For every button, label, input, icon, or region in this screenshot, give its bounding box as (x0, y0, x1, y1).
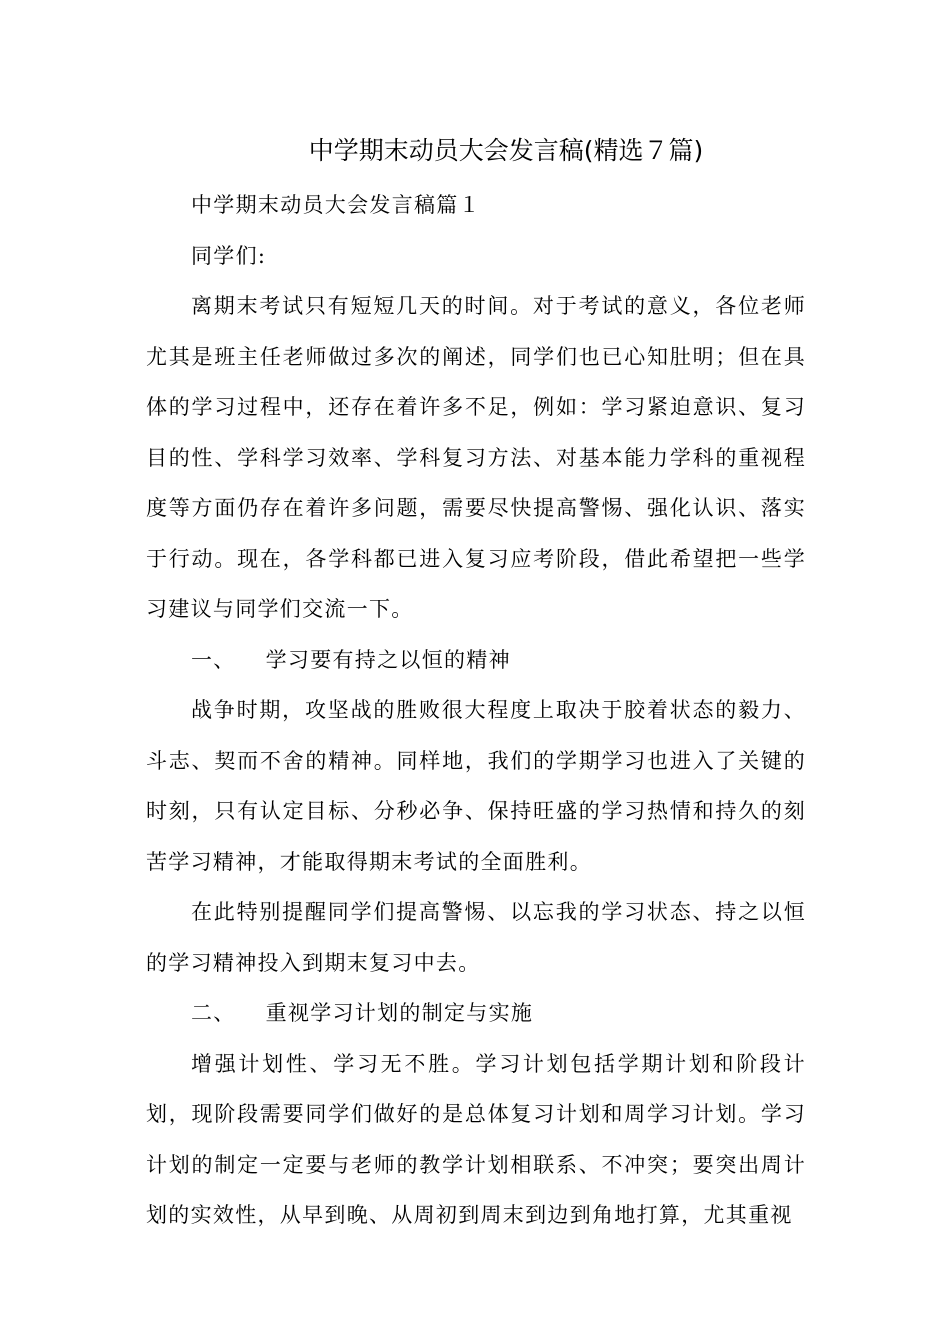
heading-2 (146, 988, 806, 1039)
paragraph-3: 在此特别提醒同学们提高警惕、以忘我的学习状态、持之以恒的学习精神投入到期末复习中去。 (146, 900, 806, 975)
document-title: 中学期末动员大会发言稿(精选７篇) (308, 136, 704, 165)
heading-1-number: 一、 (191, 647, 236, 672)
heading-2-number: 二、 (191, 1001, 236, 1025)
paragraph-2: 战争时期，攻坚战的胜败很大程度上取决于胶着状态的毅力、斗志、契而不舍的精神。同样地，我们的学期学习也进入了关键的时刻，只有认定目标、分秒必争、保持旺盛的学习热情和持久的刻苦学习精神，才能取得期末考试的全面胜利。 (146, 698, 806, 874)
greeting: 同学们: (191, 243, 267, 268)
heading-1-text: 学习要有持之以恒的精神 (265, 647, 511, 672)
paragraph-4: 增强计划性、学习无不胜。学习计划包括学期计划和阶段计划，现阶段需要同学们做好的是总体复习计划和周学习计划。学习计划的制定一定要与老师的教学计划相联系、不冲突；要突出周计划的实效性，从早到晚、从周初到周末到边到角地打算，尤其重视 (146, 1051, 806, 1227)
heading-2-text: 重视学习计划的制定与实施 (265, 1001, 534, 1025)
heading-1 (146, 635, 806, 686)
section-title: 中学期末动员大会发言稿篇１ (191, 193, 481, 217)
document-body (146, 180, 806, 1241)
paragraph-1: 离期末考试只有短短几天的时间。对于考试的意义，各位老师尤其是班主任老师做过多次的阐述，同学们也已心知肚明；但在具体的学习过程中，还存在着许多不足，例如：学习紧迫意识、复习目的性、学科学习效率、学科复习方法、对基本能力学科的重视程度等方面仍存在着许多问题，需要尽快提高警惕、强化认识、落实于行动。现在，各学科都已进入复习应考阶段，借此希望把一些学习建议与同学们交流一下。 (146, 294, 806, 621)
